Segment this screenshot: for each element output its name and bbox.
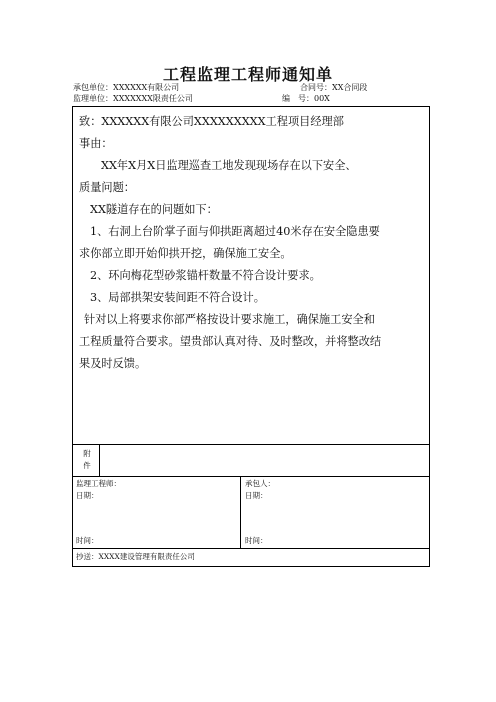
supervisor-date-label: 日期： [76, 491, 99, 500]
contractor-date-label: 日期： [245, 491, 268, 500]
recipient-line: 致：XXXXXX有限公司XXXXXXXXX工程项目经理部 [79, 115, 344, 128]
intro-line-1: XX年X月X日监理巡查工地发现现场存在以下安全、 [101, 159, 357, 172]
document-title: 工程监理工程师通知单 [162, 65, 333, 84]
supervisor-time-label: 时间： [76, 536, 99, 545]
contractor-label: 承包单位： [73, 83, 113, 92]
number-label: 编 号： [282, 94, 314, 103]
supervisor-info [73, 94, 193, 104]
cc-line: 抄送：XXXX建设管理有限责任公司 [76, 552, 195, 561]
attachment-label [81, 448, 93, 472]
signature-divider [240, 476, 241, 548]
number-value: 00X [314, 94, 330, 103]
supervisor-label: 监理单位： [73, 94, 113, 103]
supervisor-engineer-label: 监理工程师： [76, 479, 121, 488]
contract-label: 合同号： [300, 83, 332, 92]
issue-item-2: 2、环向梅花型砂浆锚杆数量不符合设计要求。 [90, 269, 321, 282]
attachment-label-line-1: 附 [83, 449, 91, 458]
closing-line-3: 果及时反馈。 [79, 357, 147, 370]
contractor-value: XXXXXX有限公司 [113, 83, 180, 92]
issue-item-1-line-2: 求你部立即开始仰拱开挖，确保施工安全。 [79, 247, 292, 260]
supervisor-value: XXXXXXX限责任公司 [113, 94, 193, 103]
closing-line-1: 针对以上将要求你部严格按设计要求施工，确保施工安全和 [84, 313, 375, 326]
issue-item-1-line-1: 1、右洞上台阶掌子面与仰拱距离超过40米存在安全隐患要 [90, 225, 380, 238]
notice-form [72, 106, 430, 567]
contract-info [300, 83, 367, 93]
issues-heading: XX隧道存在的问题如下： [90, 203, 218, 216]
contractor-signer-label: 承包人： [245, 479, 275, 488]
signature-top-rule [73, 476, 429, 477]
notice-body [79, 111, 423, 375]
intro-line-2: 质量问题： [79, 181, 135, 194]
contract-value: XX合同段 [332, 83, 368, 92]
issue-item-3: 3、局部拱架安装间距不符合设计。 [90, 291, 265, 304]
contractor-info [73, 83, 179, 93]
number-info [282, 94, 330, 104]
attachment-label-line-2: 件 [83, 461, 91, 470]
attachment-divider [99, 444, 100, 476]
closing-line-2: 工程质量符合要求。望贵部认真对待、及时整改，并将整改结 [79, 335, 382, 348]
cc-top-rule [73, 548, 429, 549]
subject-label: 事由： [79, 137, 113, 150]
attachment-top-rule [73, 444, 429, 445]
contractor-time-label: 时间： [245, 536, 268, 545]
